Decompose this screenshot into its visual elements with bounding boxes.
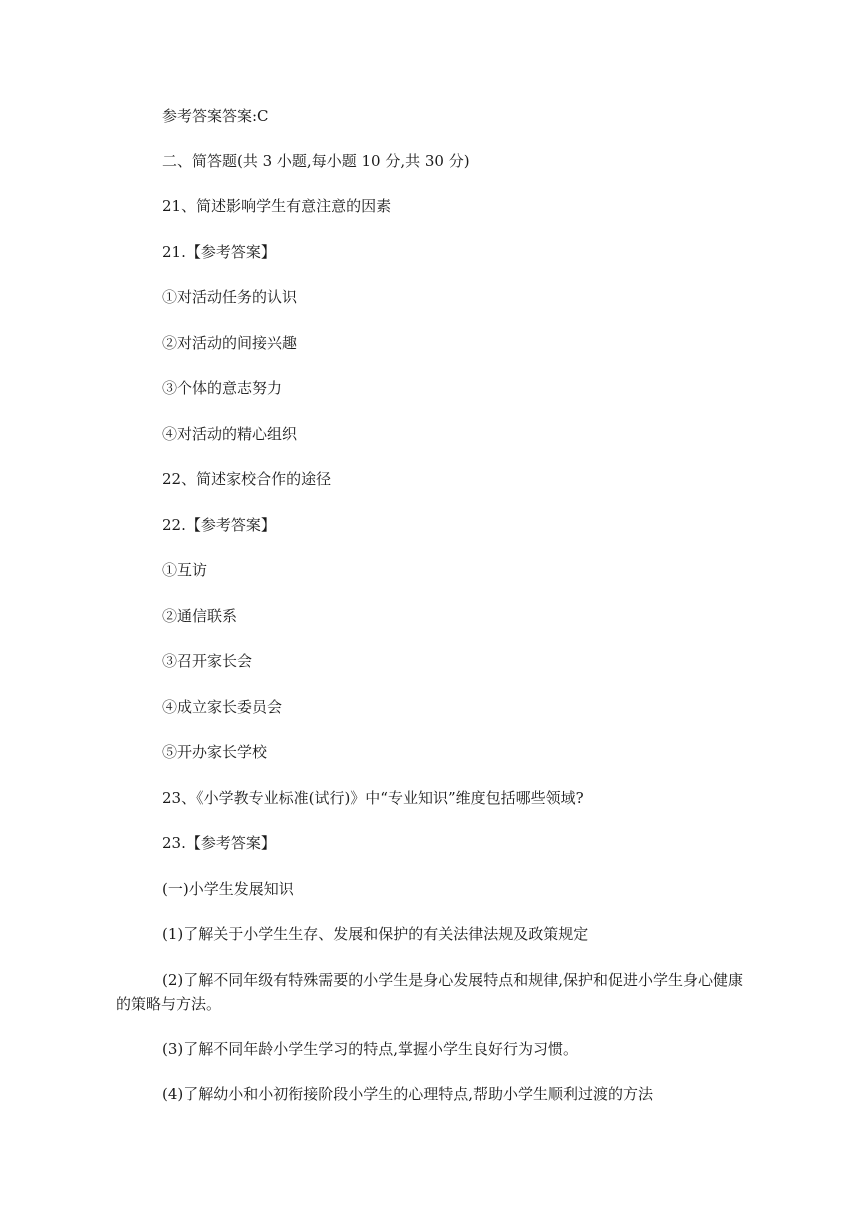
question-22: 22、简述家校合作的途径 [162, 470, 332, 488]
answer-22-item: ①互访 [162, 561, 208, 579]
answer-22-item: ②通信联系 [162, 607, 238, 625]
answer-22-item: ④成立家长委员会 [162, 698, 283, 716]
answer-21-item: ②对活动的间接兴趣 [162, 334, 298, 352]
answer-23-item: (3)了解不同年龄小学生学习的特点,掌握小学生良好行为习惯。 [162, 1040, 579, 1058]
answer-23-item: (1)了解关于小学生生存、发展和保护的有关法律法规及政策规定 [162, 925, 589, 943]
answer-21-item: ④对活动的精心组织 [162, 425, 298, 443]
answer-23-subheading: (一)小学生发展知识 [162, 880, 294, 898]
answer-22-heading: 22.【参考答案】 [162, 516, 276, 534]
question-21: 21、简述影响学生有意注意的因素 [162, 197, 392, 215]
answer-21-item: ③个体的意志努力 [162, 379, 283, 397]
answer-23-item: (4)了解幼小和小初衔接阶段小学生的心理特点,帮助小学生顺利过渡的方法 [162, 1085, 654, 1103]
answer-22-item: ③召开家长会 [162, 652, 253, 670]
answer-21-item: ①对活动任务的认识 [162, 288, 298, 306]
section-heading: 二、简答题(共 3 小题,每小题 10 分,共 30 分) [162, 152, 470, 170]
answer-21-heading: 21.【参考答案】 [162, 243, 276, 261]
answer-line: 参考答案答案:C [162, 107, 269, 125]
question-23: 23、《小学教专业标准(试行)》中“专业知识”维度包括哪些领域? [162, 789, 584, 807]
answer-23-heading: 23.【参考答案】 [162, 834, 276, 852]
answer-22-item: ⑤开办家长学校 [162, 743, 268, 761]
answer-23-item: (2)了解不同年级有特殊需要的小学生是身心发展特点和规律,保护和促进小学生身心健康的策略与方法。 [116, 971, 744, 1013]
